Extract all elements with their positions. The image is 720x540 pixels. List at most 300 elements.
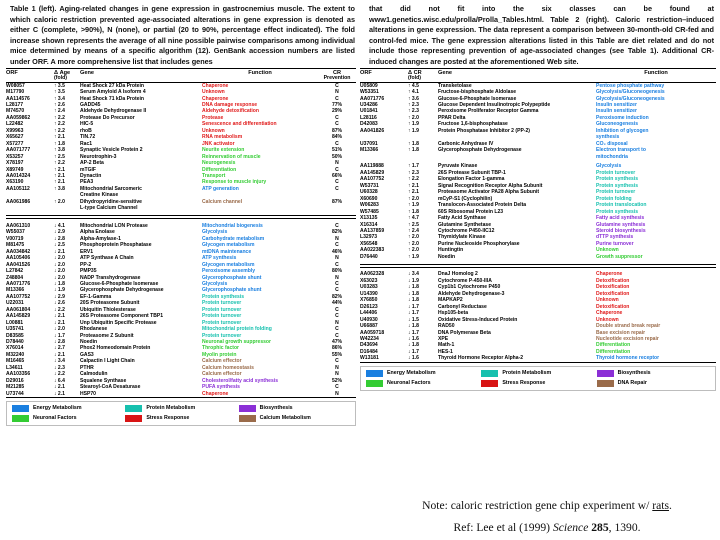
cell-fold: ↑ 2.0 xyxy=(408,234,419,241)
cell-cr-prevention: C xyxy=(335,114,339,121)
cell-function: JNK activator xyxy=(202,140,235,147)
cell-cr-prevention: 66% xyxy=(331,172,343,179)
reference-text xyxy=(382,521,712,534)
cell-fold: ↓ 2.1 xyxy=(54,384,65,391)
cell-gene: Fatty Acid Synthase xyxy=(438,215,487,222)
cell-orf: W55037 xyxy=(6,229,25,236)
cell-gene: Serum Amyloid A Isoform 4 xyxy=(80,89,146,96)
cell-orf: AA034842 xyxy=(6,248,31,255)
slide-note xyxy=(382,498,712,534)
col-header-fold-main: Δ CR xyxy=(408,70,422,76)
cell-gene: Cytochrome P450-IIC12 xyxy=(438,228,495,234)
cell-fold: ↑ 2.1 xyxy=(54,166,65,173)
cell-cr-prevention: N xyxy=(335,255,339,262)
cell-fold: ↓ 3.4 xyxy=(54,358,65,365)
cell-orf: AA059862 xyxy=(6,114,31,121)
cell-function: Electron transport to xyxy=(596,147,646,154)
cell-gene: Creatine Kinase xyxy=(80,192,119,199)
cell-orf: X76014 xyxy=(6,345,24,352)
cell-orf: D42083 xyxy=(360,121,378,128)
cell-fold: ↑ 2.5 xyxy=(54,153,65,160)
cell-fold: ↓ 1.6 xyxy=(408,335,419,342)
cell-cr-prevention: 84% xyxy=(331,134,343,141)
cell-cr-prevention: 44% xyxy=(331,300,343,307)
cell-fold: ↑ 1.8 xyxy=(408,208,419,215)
cell-cr-prevention: C xyxy=(335,82,339,89)
cell-function: Inhibition of glycogen xyxy=(596,127,649,134)
cell-gene: PTHR xyxy=(80,364,94,371)
cell-function: Neuronal growth suppressor xyxy=(202,339,271,346)
cell-gene: Huntingtin xyxy=(438,247,464,254)
cell-gene: mTGIF xyxy=(80,166,96,173)
cell-function: Unknown xyxy=(202,89,225,96)
cell-orf: M16465 xyxy=(6,358,25,365)
cell-gene: 60S Ribosomal Protein L23 xyxy=(438,208,504,215)
legend-item xyxy=(125,415,236,422)
cell-fold: ↓ 1.6 xyxy=(408,355,438,362)
cell-cr-prevention: C xyxy=(335,166,339,173)
cell-fold: ↓ 2.7 xyxy=(54,345,65,352)
cell-cr-prevention: C xyxy=(335,242,339,249)
cell-cr-prevention: 82% xyxy=(331,293,343,300)
cell-orf: D29016 xyxy=(6,377,24,384)
cell-fold: ↓ 1.8 xyxy=(408,342,419,349)
cell-function: Glycolysis xyxy=(202,229,228,236)
cell-gene: DNA Polymerase Beta xyxy=(438,329,491,336)
cell-gene: Thyroid Hormone Receptor Alpha-2 xyxy=(438,355,596,362)
cell-gene: 26S Protease Subunit TBP-1 xyxy=(438,169,506,176)
cell-fold: ↓ 2.1 xyxy=(54,248,65,255)
col-header-orf: ORF xyxy=(6,69,54,83)
cell-orf: AA119888 xyxy=(360,163,384,170)
cell-fold: ↑ 3.8 xyxy=(54,147,65,154)
cell-fold: ↓ 2.1 xyxy=(54,391,80,398)
cell-orf: AA062328 xyxy=(360,271,385,278)
cell-gene: ERV1 xyxy=(80,248,94,255)
cell-cr-prevention: 77% xyxy=(331,102,343,108)
cell-function: Unknown xyxy=(596,316,619,323)
cell-fold: ↓ 2.0 xyxy=(54,255,65,262)
cell-function: Growth suppressor xyxy=(596,253,643,260)
cell-orf: AA041826 xyxy=(360,127,385,134)
cell-function: Fatty acid synthesis xyxy=(596,215,645,222)
cell-gene: Protein Phosphatase Inhibitor 2 (PP-2) xyxy=(438,127,530,134)
cell-fold: ↑ 2.1 xyxy=(54,134,65,141)
cell-gene: Transketolase xyxy=(438,82,472,89)
cell-gene: Pyruvate Kinase xyxy=(438,163,478,170)
cell-orf: X63190 xyxy=(6,179,24,186)
cell-gene: Calmodulin xyxy=(80,371,108,378)
legend-label: Neuronal Factors xyxy=(387,379,431,386)
table-1-header-row xyxy=(6,69,356,83)
col-header-cr xyxy=(318,69,356,83)
cell-gene: XPE xyxy=(438,335,449,342)
cell-function: dTTP synthesis xyxy=(596,234,634,241)
cell-function: Chaperone xyxy=(202,391,318,398)
cell-gene: Mitochondrial Sarcomeric xyxy=(80,185,142,192)
cell-orf: AA103356 xyxy=(6,371,31,378)
cell-orf: M74570 xyxy=(6,108,25,115)
cell-fold: ↓ 1.8 xyxy=(408,323,419,330)
cell-fold: ↓ 2.8 xyxy=(54,339,65,346)
cell-gene: Alpha Enolase xyxy=(80,229,115,236)
cell-orf: AA041526 xyxy=(6,261,31,268)
cell-orf: AA137859 xyxy=(360,228,385,234)
cell-fold: ↓ 6.4 xyxy=(54,377,65,384)
cell-function: Steroid biosynthesis xyxy=(596,228,646,234)
cell-gene: Heat Shock 27 kDa Protein xyxy=(80,82,144,89)
cell-fold: ↓ 4.1 xyxy=(54,222,65,229)
cell-orf: U66887 xyxy=(360,323,378,330)
cell-gene: DnaJ Homolog 2 xyxy=(438,271,478,278)
cell-cr-prevention: C xyxy=(335,179,339,186)
cell-function: Glycerophosphate shunt xyxy=(202,274,262,281)
legend-swatch xyxy=(125,405,142,412)
cell-fold: ↑ 2.1 xyxy=(54,179,65,186)
legend-label: Stress Response xyxy=(146,414,190,421)
cell-fold: ↓ 2.5 xyxy=(54,242,65,249)
cell-fold: ↑ 2.0 xyxy=(408,195,419,202)
cell-function: Protein synthesis xyxy=(202,293,245,300)
cell-gene: Phosphoprotein Phosphatase xyxy=(80,242,152,249)
cell-gene: PMP35 xyxy=(80,268,97,275)
legend-item xyxy=(597,370,710,377)
cell-orf: X76850 xyxy=(360,297,378,304)
cell-fold: ↑ 2.1 xyxy=(408,189,419,196)
cell-gene: Dihydropyridine-sensitive xyxy=(80,198,142,205)
cell-function: Chaperone xyxy=(202,82,229,89)
legend-item xyxy=(481,370,594,377)
cell-function: Peroxisome induction xyxy=(596,114,649,121)
cell-gene: TIN.72 xyxy=(80,134,96,141)
cell-cr-prevention: C xyxy=(335,358,339,365)
cell-function: Calcium homeostasis xyxy=(202,364,254,371)
cell-gene: Glycerophosphate Dehydrogenase xyxy=(438,147,522,154)
cell-fold: ↑ 3.8 xyxy=(54,185,65,192)
cell-orf: X89749 xyxy=(6,166,24,173)
cell-gene: GAS3 xyxy=(80,351,94,358)
cell-function: Protease xyxy=(202,114,224,121)
legend-swatch xyxy=(125,415,142,422)
cell-function: Chaperone xyxy=(596,271,623,278)
cell-fold: ↑ 2.0 xyxy=(408,247,419,254)
cell-gene: Carbonic Anhydrase IV xyxy=(438,140,494,147)
cell-orf: AA145829 xyxy=(360,169,385,176)
cell-gene: Glucose Dependent Insulinotropic Polypeptide xyxy=(438,102,551,108)
cell-gene: Phox2 Homeodomain Protein xyxy=(80,345,151,352)
ref-pages: , 1390. xyxy=(608,521,641,534)
cell-cr-prevention: N xyxy=(335,274,339,281)
legend-swatch xyxy=(239,405,256,412)
cell-cr-prevention: N xyxy=(335,364,339,371)
cell-fold: ↑ 3.4 xyxy=(54,95,65,102)
legend-label: Energy Metabolism xyxy=(33,404,82,411)
cell-function: Insulin sensitizer xyxy=(596,108,637,115)
cell-orf: D76440 xyxy=(360,253,378,260)
cell-fold: ↑ 1.8 xyxy=(54,140,65,147)
cell-gene: Hsp105-beta xyxy=(438,310,469,317)
cell-cr-prevention: 51% xyxy=(331,147,343,154)
cell-function: Glycolysis/Gluconeogenesis xyxy=(596,95,665,102)
cell-fold: ↑ 3.5 xyxy=(54,82,65,89)
cell-cr-prevention: C xyxy=(335,95,339,102)
ref-prefix: Ref: Lee et al (1999) xyxy=(453,521,553,534)
cell-function: Protein turnover xyxy=(202,332,242,339)
cell-fold: ↑ 1.8 xyxy=(408,147,419,154)
cell-gene: Cytochrome P-450-IIIA xyxy=(438,277,492,284)
cell-function: Detoxification xyxy=(596,277,630,284)
cell-cr-prevention: N xyxy=(318,391,356,398)
cell-gene: NADP Transhydrogenase xyxy=(80,274,141,281)
cell-gene: mCyP-S1 (Cyclophilin) xyxy=(438,195,493,202)
cell-function: RNA metabolism xyxy=(202,134,243,141)
cell-fold: ↓ 2.9 xyxy=(54,229,65,236)
cell-function: Transport xyxy=(202,172,226,179)
cell-gene: Squalene Synthase xyxy=(80,377,127,384)
cell-fold: ↓ 1.7 xyxy=(408,310,419,317)
cell-gene: 26S Proteasome Component TBP1 xyxy=(80,313,164,320)
cell-gene: Math-1 xyxy=(438,342,455,349)
cell-orf: U05809 xyxy=(360,82,378,89)
cell-cr-prevention: C xyxy=(335,287,339,294)
cell-orf: AA061310 xyxy=(6,222,31,229)
cell-function: Unknown xyxy=(596,297,619,304)
cell-function: Chaperone xyxy=(202,95,229,102)
cell-orf: AA071777 xyxy=(6,147,31,154)
cell-gene: GADD45 xyxy=(80,102,101,108)
cell-orf: W53731 xyxy=(360,182,379,189)
cell-cr-prevention: 55% xyxy=(331,351,343,358)
table1-caption: Table 1 (left). Aging-related changes in gene expression in gastrocnemius muscle. The extent to which caloric restriction prevented age-associated alterations in gene expression is denoted as either C (complete, >90%), N (none), or partial (20 to 90%, percentage effect indicated). The fold increase shown represents the average of all nine possible pairwise comparisons among individual mice determined by means of a specific algorithm (12). GenBank accession numbers are listed under ORF. A more comprehensive list that includes genes xyxy=(10,4,355,66)
legend-swatch xyxy=(597,380,614,387)
cell-cr-prevention: N xyxy=(335,371,339,378)
cell-orf: U73744 xyxy=(6,391,54,398)
cell-gene: Glucose-6-Phosphate Isomerase xyxy=(80,280,159,287)
cell-orf: M17790 xyxy=(6,89,25,96)
cell-fold: ↑ 2.2 xyxy=(54,160,65,167)
legend-label: Calcium Metabolism xyxy=(259,414,311,421)
cell-function: Protein synthesis xyxy=(596,176,639,183)
cell-orf: M32240 xyxy=(6,351,25,358)
cell-function: Response to muscle injury xyxy=(202,179,267,186)
cell-fold: ↑ 1.7 xyxy=(408,163,419,170)
cell-function: Unknown xyxy=(202,127,225,134)
cell-orf: U60328 xyxy=(360,189,378,196)
cell-orf: AA145829 xyxy=(6,313,31,320)
cell-function: Carbohydrate metabolism xyxy=(202,235,265,242)
cell-orf: L27842 xyxy=(6,268,24,275)
cell-orf: W57485 xyxy=(360,208,379,215)
legend-item xyxy=(12,415,123,422)
col-header-function: Function xyxy=(202,69,318,83)
cell-fold: ↑ 2.2 xyxy=(54,121,65,128)
table2-caption: that did not fit into the six classes can be found at www1.genetics.wisc.edu/prolla/Prolla_Tables.html. Table 2 (right). Caloric restriction–induced alterations in gene expression. The data represent a comparison between 30-month-old CR-fed and control-fed mice. The gene expression alterations listed in this Table are diet related and do not include those representing prevention of age-associated changes (see Table 1). Additional CR-induced changes are posted at the aforementioned Web site. xyxy=(369,4,714,66)
cell-cr-prevention: 80% xyxy=(331,268,343,275)
cell-cr-prevention: N xyxy=(335,89,339,96)
legend-item xyxy=(481,380,594,387)
cell-fold: ↓ 2.8 xyxy=(54,235,65,242)
legend-item xyxy=(125,405,236,412)
cell-function: Thyroid hormone receptor xyxy=(596,355,716,362)
cell-cr-prevention: 87% xyxy=(331,198,343,205)
cell-gene: rhoB xyxy=(80,127,92,134)
table-2-body xyxy=(360,82,716,362)
cell-orf: L00881 xyxy=(6,319,24,326)
col-header-fold-sub: (fold) xyxy=(54,75,67,82)
table-1-legend xyxy=(6,401,356,426)
cell-function: Neurite extension xyxy=(202,147,245,154)
cell-fold: ↑ 2.3 xyxy=(408,102,419,108)
cell-fold: ↑ 1.8 xyxy=(408,140,419,147)
table-1-grid xyxy=(6,68,356,398)
cell-fold: ↑ 2.4 xyxy=(54,108,65,115)
legend-swatch xyxy=(481,380,498,387)
cell-function: Protein turnover xyxy=(202,319,242,326)
cell-function: mitochondria xyxy=(596,153,628,160)
cell-gene: Neurotrophin-3 xyxy=(80,153,117,160)
cell-function: PUFA synthesis xyxy=(202,384,240,391)
cell-fold: ↑ 2.0 xyxy=(408,114,419,121)
cell-fold: ↓ 1.9 xyxy=(408,277,419,284)
cell-orf: D78440 xyxy=(6,339,24,346)
legend-swatch xyxy=(12,405,29,412)
cell-fold: ↓ 1.9 xyxy=(54,287,65,294)
cell-function: Double strand break repair xyxy=(596,323,661,330)
cell-orf: AA059718 xyxy=(360,329,385,336)
cell-orf: X78197 xyxy=(6,160,24,167)
cell-cr-prevention: C xyxy=(335,222,339,229)
legend-swatch xyxy=(239,415,256,422)
col-header-fold-sub: (fold) xyxy=(408,75,421,82)
cell-fold: ↑ 2.2 xyxy=(408,176,419,183)
cell-cr-prevention: C xyxy=(335,185,339,192)
cell-gene: Unp Ubiquitin Specific Protease xyxy=(80,319,157,326)
cell-orf: L44406 xyxy=(360,310,378,317)
cell-gene: Rac1 xyxy=(80,140,93,147)
legend-item xyxy=(239,415,350,422)
cell-cr-prevention: 82% xyxy=(331,229,343,236)
cell-fold: ↓ 2.0 xyxy=(54,326,65,333)
legend-label: Biosynthesis xyxy=(617,369,651,376)
note-prefix: Note: caloric restriction gene chip experiment w/ xyxy=(422,499,653,513)
cell-orf: U40930 xyxy=(360,316,378,323)
cell-function: Protein turnover xyxy=(596,169,636,176)
cell-fold: ↑ 3.6 xyxy=(408,95,419,102)
cell-function: Nucleotide excision repair xyxy=(596,335,659,342)
table-row xyxy=(6,82,356,89)
cell-gene: Fructose 1,6-bisphosphatase xyxy=(438,121,508,128)
cell-gene: Signal Recognition Receptor Alpha Subunit xyxy=(438,182,543,189)
legend-swatch xyxy=(12,415,29,422)
cell-gene: Noedin xyxy=(80,339,98,346)
cell-function: Purine turnover xyxy=(596,240,634,247)
cell-fold: ↑ 2.0 xyxy=(408,240,419,247)
cell-orf: D26123 xyxy=(360,303,378,310)
cell-orf: L32973 xyxy=(360,234,378,241)
cell-cr-prevention: C xyxy=(335,384,339,391)
cell-cr-prevention: C xyxy=(335,261,339,268)
cell-function: Glycolysis xyxy=(202,280,228,287)
cell-orf: X56548 xyxy=(360,240,378,247)
cell-function: Mitochondrial biogenesis xyxy=(202,222,263,229)
cell-fold: ↓ 2.0 xyxy=(54,274,65,281)
cell-fold: ↓ 1.5 xyxy=(408,316,419,323)
cell-orf: M13366 xyxy=(6,287,25,294)
legend-item xyxy=(597,380,710,387)
cell-orf: AA107752 xyxy=(360,176,385,183)
cell-orf: AA071776 xyxy=(360,95,385,102)
col-header-gene: Gene xyxy=(80,69,202,83)
cell-function: Reinnervation of muscle xyxy=(202,153,261,160)
cell-fold: ↑ 1.9 xyxy=(408,202,419,209)
cell-gene: Protease Do Precursor xyxy=(80,114,135,121)
cell-function: Calcium effector xyxy=(202,371,242,378)
note-underlined-word: rats xyxy=(652,499,670,513)
cell-gene: Aldehyde Dehydrogenase II xyxy=(80,108,147,115)
cell-function: Glycolysis/Gluconeogenesis xyxy=(596,89,665,96)
cell-function: Glycolysis xyxy=(596,163,622,170)
cell-cr-prevention: C xyxy=(335,140,339,147)
cell-fold: ↓ 2.1 xyxy=(54,313,65,320)
col-header-fold-main: Δ Age xyxy=(54,70,71,76)
cell-orf: AA061986 xyxy=(6,198,31,205)
cell-gene: Proteasome Z Subunit xyxy=(80,332,134,339)
cell-fold: ↑ 2.4 xyxy=(408,228,419,234)
legend-label: Stress Response xyxy=(502,379,546,386)
cell-function: CO₂ disposal xyxy=(596,140,628,147)
cell-orf: W08057 xyxy=(6,82,25,89)
cell-gene: Synaptic Vesicle Protein 2 xyxy=(80,147,143,154)
cell-gene: PPAR Delta xyxy=(438,114,466,121)
legend-label: Neuronal Factors xyxy=(33,414,77,421)
table-2-header-row xyxy=(360,69,716,83)
cell-cr-prevention: 29% xyxy=(331,108,343,115)
caption-block xyxy=(0,0,720,67)
cell-gene: Carbonyl Reductase xyxy=(438,303,487,310)
cell-gene: Oxidative Stress-Induced Protein xyxy=(438,316,518,323)
cell-cr-prevention: 87% xyxy=(331,127,343,134)
cell-orf: D43694 xyxy=(360,342,378,349)
cell-fold: ↑ 2.1 xyxy=(54,172,65,179)
cell-gene: Mitochondrial LON Protease xyxy=(80,222,148,229)
cell-cr-prevention: 46% xyxy=(331,248,343,255)
cell-fold: ↑ 1.9 xyxy=(408,127,419,134)
cell-orf: X53257 xyxy=(6,153,24,160)
cell-orf: W06283 xyxy=(360,202,379,209)
cell-function: Protein translocation xyxy=(596,202,647,209)
cell-fold: ↑ 2.6 xyxy=(54,102,65,108)
cell-fold: ↓ 2.9 xyxy=(54,293,65,300)
cell-orf: X65627 xyxy=(6,134,24,141)
cell-function: Protein folding xyxy=(596,195,632,202)
cell-gene: HIC-5 xyxy=(80,121,94,128)
cell-orf: X16314 xyxy=(360,221,378,228)
cell-function: Glycogen metabolism xyxy=(202,242,255,249)
cell-function: Unknown xyxy=(596,247,619,254)
note-suffix: . xyxy=(669,499,672,513)
table-2 xyxy=(360,68,716,426)
cell-gene: ATP Synthase A Chain xyxy=(80,255,134,262)
cell-orf: W42234 xyxy=(360,335,379,342)
cell-cr-prevention: 50% xyxy=(331,153,343,160)
cell-fold: ↓ 1.7 xyxy=(408,348,419,355)
col-header-function: Function xyxy=(596,69,716,83)
cell-orf: M13366 xyxy=(360,147,379,154)
cell-orf: U37091 xyxy=(360,140,378,147)
legend-label: Protein Metabolism xyxy=(146,404,196,411)
cell-fold: ↓ 1.7 xyxy=(408,329,419,336)
cell-function: Insulin sensitizer xyxy=(596,102,637,108)
